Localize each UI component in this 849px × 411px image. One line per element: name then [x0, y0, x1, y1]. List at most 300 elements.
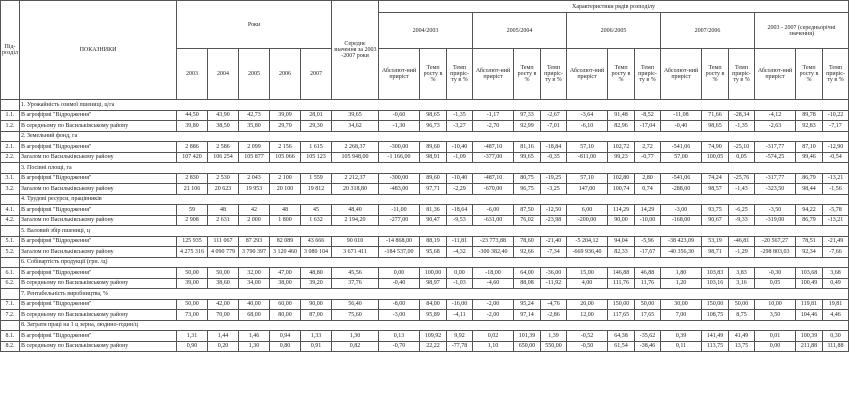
value-cell: 42,00 — [208, 299, 239, 310]
value-cell: -574,25 — [755, 152, 796, 163]
value-cell: -7,17 — [823, 121, 849, 132]
value-cell: 146,88 — [608, 268, 635, 279]
value-cell: -10,40 — [447, 142, 473, 153]
value-cell: 1 559 — [301, 173, 332, 184]
value-cell: 48,80 — [301, 268, 332, 279]
value-cell: 39,65 — [332, 110, 379, 121]
value-cell: 59 — [177, 205, 208, 216]
value-cell: 78,60 — [514, 236, 541, 247]
value-cell: 0,00 — [755, 341, 796, 352]
value-cell: 0,05 — [729, 152, 755, 163]
value-cell: 0,49 — [823, 278, 849, 289]
table-row — [1, 142, 849, 153]
value-cell: -23 773,88 — [473, 236, 514, 247]
table-body — [1, 100, 849, 352]
value-cell: -1,56 — [823, 184, 849, 195]
section-title: 1. Урожайність озимої пшениці, ц/га — [20, 100, 849, 111]
value-cell: -12,90 — [823, 142, 849, 153]
value-cell: 68,00 — [239, 310, 270, 321]
characteristics-header: Характеристики рядів розподілу — [379, 1, 849, 13]
value-cell: 1,80 — [661, 268, 702, 279]
value-cell: 105 948,00 — [332, 152, 379, 163]
period-header: 2003 - 2007 (середньорічні значення) — [755, 13, 849, 49]
value-cell: 99,23 — [608, 152, 635, 163]
value-cell: 1,31 — [177, 331, 208, 342]
section-code-cell — [1, 320, 20, 331]
value-cell: 45 — [301, 205, 332, 216]
value-cell: 20 623 — [208, 184, 239, 195]
value-cell: 20 318,80 — [332, 184, 379, 195]
value-cell: -5,96 — [635, 236, 661, 247]
value-cell: 88,08 — [514, 278, 541, 289]
value-cell: 86,79 — [796, 173, 823, 184]
value-cell: 57,10 — [567, 142, 608, 153]
value-cell: -3,00 — [379, 310, 420, 321]
value-cell: -8,00 — [379, 299, 420, 310]
value-cell: 43 666 — [301, 236, 332, 247]
value-cell: 46,88 — [635, 268, 661, 279]
value-cell: 38,60 — [208, 278, 239, 289]
value-cell: 1,46 — [239, 331, 270, 342]
value-cell: 2 100 — [270, 173, 301, 184]
value-cell: 53,19 — [702, 236, 729, 247]
value-cell: -6,25 — [729, 205, 755, 216]
section-title: 3. Посівні площі, га — [20, 163, 849, 174]
value-cell: -9,53 — [447, 215, 473, 226]
value-cell: 20,00 — [567, 299, 608, 310]
value-cell: 6,00 — [567, 205, 608, 216]
section-code-cell — [1, 131, 20, 142]
value-cell: -38,46 — [635, 341, 661, 352]
value-cell: 38,00 — [270, 278, 301, 289]
value-cell: 147,00 — [567, 184, 608, 195]
value-cell: 90,00 — [301, 299, 332, 310]
value-cell: -2,63 — [755, 121, 796, 132]
value-cell: 113,75 — [702, 341, 729, 352]
value-cell: -6,10 — [567, 121, 608, 132]
value-cell: 3,83 — [729, 268, 755, 279]
value-cell: 3 080 104 — [301, 247, 332, 258]
value-cell: 102,80 — [608, 173, 635, 184]
value-cell: -11,92 — [541, 278, 567, 289]
value-cell: -669 936,40 — [567, 247, 608, 258]
period-header: 2004/2003 — [379, 13, 473, 49]
value-cell: 90 010 — [332, 236, 379, 247]
value-cell: -38 423,09 — [661, 236, 702, 247]
value-cell: -0,35 — [541, 152, 567, 163]
value-cell: 91,48 — [608, 110, 635, 121]
value-cell: 81,36 — [420, 205, 447, 216]
section-code-cell — [1, 100, 20, 111]
value-cell: 114,29 — [608, 205, 635, 216]
value-cell: -3,27 — [447, 121, 473, 132]
value-cell: 90,47 — [420, 215, 447, 226]
value-cell: 98,65 — [420, 110, 447, 121]
metric-header: Абсолют-ний приріст — [755, 49, 796, 100]
section-title: 4. Трудові ресурси, працівників — [20, 194, 849, 205]
value-cell: 19,81 — [823, 299, 849, 310]
value-cell: 2 212,37 — [332, 173, 379, 184]
value-cell: 0,30 — [823, 331, 849, 342]
value-cell: -21,40 — [541, 236, 567, 247]
value-cell: 40,00 — [239, 299, 270, 310]
value-cell: 0,02 — [473, 331, 514, 342]
row-code: 2.2. — [1, 152, 20, 163]
row-code: 5.1. — [1, 236, 20, 247]
value-cell: -5 204,12 — [567, 236, 608, 247]
metric-header: Темп росту в % — [702, 49, 729, 100]
value-cell: 17,65 — [635, 310, 661, 321]
value-cell: 50,00 — [208, 268, 239, 279]
value-cell: 15,00 — [567, 268, 608, 279]
value-cell: 89,60 — [420, 173, 447, 184]
value-cell: 10,00 — [755, 299, 796, 310]
value-cell: 550,00 — [541, 341, 567, 352]
section-title: 8. Затрати праці на 1 ц зерна, людино-годин/ц — [20, 320, 849, 331]
table-row — [1, 110, 849, 121]
value-cell: -483,00 — [379, 184, 420, 195]
table-row — [1, 205, 849, 216]
value-cell: 0,80 — [270, 341, 301, 352]
value-cell: 87,10 — [796, 142, 823, 153]
section-title: 6. Собівартість продукції (грн. /ц) — [20, 257, 849, 268]
value-cell: 3,50 — [755, 310, 796, 321]
value-cell: 50,00 — [177, 268, 208, 279]
value-cell: 64,00 — [514, 268, 541, 279]
year-header: 2007 — [301, 49, 332, 100]
value-cell: 78,51 — [796, 236, 823, 247]
section-code-cell — [1, 257, 20, 268]
value-cell: -1,35 — [729, 121, 755, 132]
value-cell: -17,67 — [635, 247, 661, 258]
row-code: 5.2. — [1, 247, 20, 258]
value-cell: 150,00 — [608, 299, 635, 310]
value-cell: 1,39 — [541, 331, 567, 342]
value-cell: -2,29 — [447, 184, 473, 195]
value-cell: 19 953 — [239, 184, 270, 195]
table-row — [1, 173, 849, 184]
value-cell: 2,80 — [635, 173, 661, 184]
value-cell: 61,54 — [608, 341, 635, 352]
section-row — [1, 163, 849, 174]
value-cell: 98,44 — [796, 184, 823, 195]
value-cell: 2 908 — [177, 215, 208, 226]
value-cell: 50,00 — [177, 299, 208, 310]
value-cell: 50,00 — [635, 299, 661, 310]
metric-header: Темп росту в % — [796, 49, 823, 100]
row-label: В агрофірмі "Відродження" — [20, 173, 177, 184]
section-code-cell — [1, 226, 20, 237]
value-cell: 1,10 — [473, 341, 514, 352]
value-cell: 99,65 — [514, 152, 541, 163]
section-row — [1, 289, 849, 300]
section-row — [1, 226, 849, 237]
section-title: 2. Земельний фонд, га — [20, 131, 849, 142]
value-cell: 105 123 — [301, 152, 332, 163]
value-cell: 0,11 — [661, 341, 702, 352]
row-label: Загалом по Васильківському району — [20, 247, 177, 258]
table-header — [1, 1, 849, 100]
years-header: Роки — [177, 1, 332, 49]
row-label: В агрофірмі "Відродження" — [20, 331, 177, 342]
value-cell: 82 089 — [270, 236, 301, 247]
value-cell: 2 886 — [177, 142, 208, 153]
value-cell: 0,90 — [177, 341, 208, 352]
value-cell: 2 156 — [270, 142, 301, 153]
value-cell: 0,82 — [332, 341, 379, 352]
value-cell: 44,50 — [177, 110, 208, 121]
value-cell: 34,00 — [239, 278, 270, 289]
value-cell: -17,04 — [635, 121, 661, 132]
value-cell: 96,73 — [420, 121, 447, 132]
row-code: 8.1. — [1, 331, 20, 342]
value-cell: 87,00 — [301, 310, 332, 321]
value-cell: 104,46 — [796, 310, 823, 321]
year-header: 2006 — [270, 49, 301, 100]
value-cell: -4,11 — [447, 310, 473, 321]
row-label: В агрофірмі "Відродження" — [20, 110, 177, 121]
section-row — [1, 100, 849, 111]
value-cell: 37,76 — [332, 278, 379, 289]
value-cell: 2 631 — [208, 215, 239, 226]
value-cell: 0,20 — [208, 341, 239, 352]
value-cell: -25,76 — [729, 173, 755, 184]
value-cell: 32,00 — [239, 268, 270, 279]
value-cell: -1,30 — [379, 121, 420, 132]
value-cell: 1,33 — [301, 331, 332, 342]
value-cell: -0,70 — [379, 341, 420, 352]
value-cell: 2 000 — [239, 215, 270, 226]
table-row — [1, 184, 849, 195]
metric-header: Абсолют-ний приріст — [379, 49, 420, 100]
row-label: Загалом по Васильківському району — [20, 152, 177, 163]
value-cell: 2 830 — [177, 173, 208, 184]
value-cell: 28,01 — [301, 110, 332, 121]
value-cell: -25,10 — [729, 142, 755, 153]
value-cell: 14,29 — [635, 205, 661, 216]
metric-header: Темп приріс-ту в % — [729, 49, 755, 100]
value-cell: 100,05 — [702, 152, 729, 163]
table-row — [1, 331, 849, 342]
value-cell: 12,00 — [567, 310, 608, 321]
row-code: 6.2. — [1, 278, 20, 289]
row-code: 6.1. — [1, 268, 20, 279]
value-cell: 86,79 — [796, 215, 823, 226]
row-label: В агрофірмі "Відродження" — [20, 299, 177, 310]
value-cell: -19,25 — [541, 173, 567, 184]
row-label: Загалом по Васильківському району — [20, 184, 177, 195]
value-cell: -631,00 — [473, 215, 514, 226]
value-cell: 1 632 — [301, 215, 332, 226]
value-cell: -21,49 — [823, 236, 849, 247]
value-cell: 100,74 — [608, 184, 635, 195]
value-cell: 103,68 — [796, 268, 823, 279]
value-cell: -0,50 — [567, 341, 608, 352]
value-cell: 98,71 — [702, 247, 729, 258]
value-cell: 105 066 — [270, 152, 301, 163]
value-cell: -317,77 — [755, 142, 796, 153]
row-code: 4.1. — [1, 205, 20, 216]
section-code-cell — [1, 194, 20, 205]
value-cell: 2 530 — [208, 173, 239, 184]
value-cell: -35,62 — [635, 331, 661, 342]
value-cell: -541,06 — [661, 173, 702, 184]
row-label: В агрофірмі "Відродження" — [20, 205, 177, 216]
value-cell: -184 537,00 — [379, 247, 420, 258]
period-header: 2007/2006 — [661, 13, 755, 49]
value-cell: 87 293 — [239, 236, 270, 247]
value-cell: 98,91 — [420, 152, 447, 163]
value-cell: 57,00 — [661, 152, 702, 163]
metric-header: Темп приріс-ту в % — [541, 49, 567, 100]
value-cell: 100,00 — [420, 268, 447, 279]
value-cell: -3,25 — [541, 184, 567, 195]
row-code: 8.2. — [1, 341, 20, 352]
value-cell: 93,75 — [702, 205, 729, 216]
value-cell: 0,05 — [755, 278, 796, 289]
metric-header: Темп приріс-ту в % — [635, 49, 661, 100]
value-cell: -77,78 — [447, 341, 473, 352]
value-cell: 4 090 779 — [208, 247, 239, 258]
year-header: 2004 — [208, 49, 239, 100]
value-cell: -11,08 — [661, 110, 702, 121]
value-cell: 3 671 411 — [332, 247, 379, 258]
value-cell: -300,00 — [379, 173, 420, 184]
value-cell: -4,76 — [541, 299, 567, 310]
metric-header: Абсолют-ний приріст — [661, 49, 702, 100]
value-cell: 39,20 — [301, 278, 332, 289]
value-cell: -13,21 — [823, 173, 849, 184]
value-cell: 7,00 — [661, 310, 702, 321]
value-cell: 103,83 — [702, 268, 729, 279]
value-cell: 47,00 — [270, 268, 301, 279]
value-cell: -4,32 — [447, 247, 473, 258]
value-cell: 107 420 — [177, 152, 208, 163]
value-cell: 30,00 — [661, 299, 702, 310]
value-cell: -0,40 — [379, 278, 420, 289]
value-cell: 95,68 — [420, 247, 447, 258]
value-cell: 84,00 — [420, 299, 447, 310]
value-cell: 42,73 — [239, 110, 270, 121]
value-cell: 211,88 — [796, 341, 823, 352]
value-cell: -18,84 — [541, 142, 567, 153]
value-cell: -1,29 — [729, 247, 755, 258]
row-label: В агрофірмі "Відродження" — [20, 268, 177, 279]
section-row — [1, 320, 849, 331]
value-cell: -200,00 — [567, 215, 608, 226]
value-cell: 90,67 — [702, 215, 729, 226]
value-cell: 48,40 — [332, 205, 379, 216]
value-cell: -300 382,40 — [473, 247, 514, 258]
value-cell: -7,34 — [541, 247, 567, 258]
value-cell: -1 166,00 — [379, 152, 420, 163]
value-cell: 92,34 — [796, 247, 823, 258]
value-cell: 41,49 — [729, 331, 755, 342]
value-cell: 98,57 — [702, 184, 729, 195]
value-cell: 43,90 — [208, 110, 239, 121]
row-label: В середньому по Васильківському району — [20, 278, 177, 289]
value-cell: 73,00 — [177, 310, 208, 321]
value-cell: 22,22 — [420, 341, 447, 352]
value-cell: -16,00 — [447, 299, 473, 310]
value-cell: 102,72 — [608, 142, 635, 153]
value-cell: 4,46 — [823, 310, 849, 321]
value-cell: 42 — [239, 205, 270, 216]
metric-header: Абсолют-ний приріст — [567, 49, 608, 100]
value-cell: 29,30 — [301, 121, 332, 132]
value-cell: 0,00 — [447, 268, 473, 279]
value-cell: -0,40 — [661, 121, 702, 132]
value-cell: 111,76 — [608, 278, 635, 289]
value-cell: 8,75 — [729, 310, 755, 321]
value-cell: -1,03 — [447, 278, 473, 289]
value-cell: -288,00 — [661, 184, 702, 195]
value-cell: 111 067 — [208, 236, 239, 247]
value-cell: -10,00 — [635, 215, 661, 226]
value-cell: 0,01 — [755, 331, 796, 342]
value-cell: 650,00 — [514, 341, 541, 352]
value-cell: 74,24 — [702, 173, 729, 184]
value-cell: -541,06 — [661, 142, 702, 153]
section-row — [1, 257, 849, 268]
value-cell: -40 356,30 — [661, 247, 702, 258]
metric-header: Темп приріс-ту в % — [823, 49, 849, 100]
subsection-header: Під-розділ — [1, 1, 20, 100]
value-cell: 89,78 — [796, 110, 823, 121]
value-cell: -2,00 — [473, 310, 514, 321]
value-cell: -10,22 — [823, 110, 849, 121]
value-cell: 125 935 — [177, 236, 208, 247]
table-row — [1, 152, 849, 163]
value-cell: 0,13 — [379, 331, 420, 342]
value-cell: 13,75 — [729, 341, 755, 352]
value-cell: -14 868,00 — [379, 236, 420, 247]
value-cell: 3,68 — [823, 268, 849, 279]
value-cell: -9,33 — [729, 215, 755, 226]
value-cell: 0,39 — [661, 331, 702, 342]
value-cell: 1,44 — [208, 331, 239, 342]
value-cell: -1,43 — [729, 184, 755, 195]
table-row — [1, 278, 849, 289]
value-cell: 95,24 — [514, 299, 541, 310]
row-code: 3.2. — [1, 184, 20, 195]
metric-header: Темп росту в % — [608, 49, 635, 100]
row-code: 4.2. — [1, 215, 20, 226]
value-cell: 75,60 — [332, 310, 379, 321]
value-cell: 88,19 — [420, 236, 447, 247]
value-cell: -1,17 — [473, 110, 514, 121]
value-cell: 87,50 — [514, 205, 541, 216]
value-cell: 1,30 — [332, 331, 379, 342]
value-cell: 103,16 — [702, 278, 729, 289]
value-cell: -46,81 — [729, 236, 755, 247]
value-cell: -0,54 — [823, 152, 849, 163]
section-title: 7. Рентабельність виробництва, % — [20, 289, 849, 300]
value-cell: -20 567,27 — [755, 236, 796, 247]
value-cell: -28,34 — [729, 110, 755, 121]
value-cell: -11,00 — [379, 205, 420, 216]
value-cell: 2 043 — [239, 173, 270, 184]
row-code: 7.1. — [1, 299, 20, 310]
value-cell: -319,00 — [755, 215, 796, 226]
value-cell: -811,00 — [567, 152, 608, 163]
value-cell: 0,00 — [379, 268, 420, 279]
value-cell: 106 254 — [208, 152, 239, 163]
value-cell: -0,52 — [567, 331, 608, 342]
value-cell: 20 100 — [270, 184, 301, 195]
value-cell: -300,00 — [379, 142, 420, 153]
value-cell: 70,00 — [208, 310, 239, 321]
